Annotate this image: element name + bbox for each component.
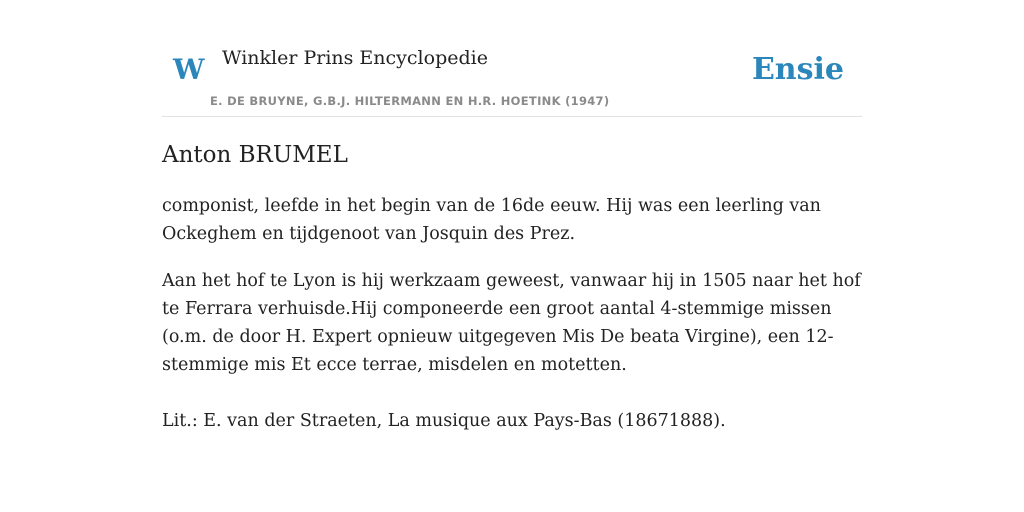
article-paragraph: componist, leefde in het begin van de 16de eeuw. Hij was een leerling van Ockeghem en tijdgenoot van Josquin des Prez. — [162, 196, 821, 244]
article — [162, 136, 862, 435]
article-title: Anton BRUMEL — [162, 142, 348, 168]
encyclopedia-authors: E. DE BRUYNE, G.B.J. HILTERMANN EN H.R. HOETINK (1947) — [210, 94, 610, 108]
ensie-logo[interactable]: Ensie — [751, 52, 844, 87]
literature-reference: Lit.: E. van der Straeten, La musique aux Pays-Bas (18671888). — [162, 411, 726, 431]
encyclopedia-title[interactable]: Winkler Prins Encyclopedie — [222, 47, 488, 69]
article-paragraph: Aan het hof te Lyon is hij werkzaam geweest, vanwaar hij in 1505 naar het hof te Ferrara verhuisde.Hij componeerde een groot aantal 4-stemmige missen (o.m. de door H. Expert opnieuw uitgegeven Mis De beata Virgine), een 12-stemmige mis Et ecce terrae, misdelen en motetten. — [162, 271, 861, 375]
site-header — [162, 0, 862, 117]
logo-w-icon[interactable]: W — [173, 53, 205, 86]
